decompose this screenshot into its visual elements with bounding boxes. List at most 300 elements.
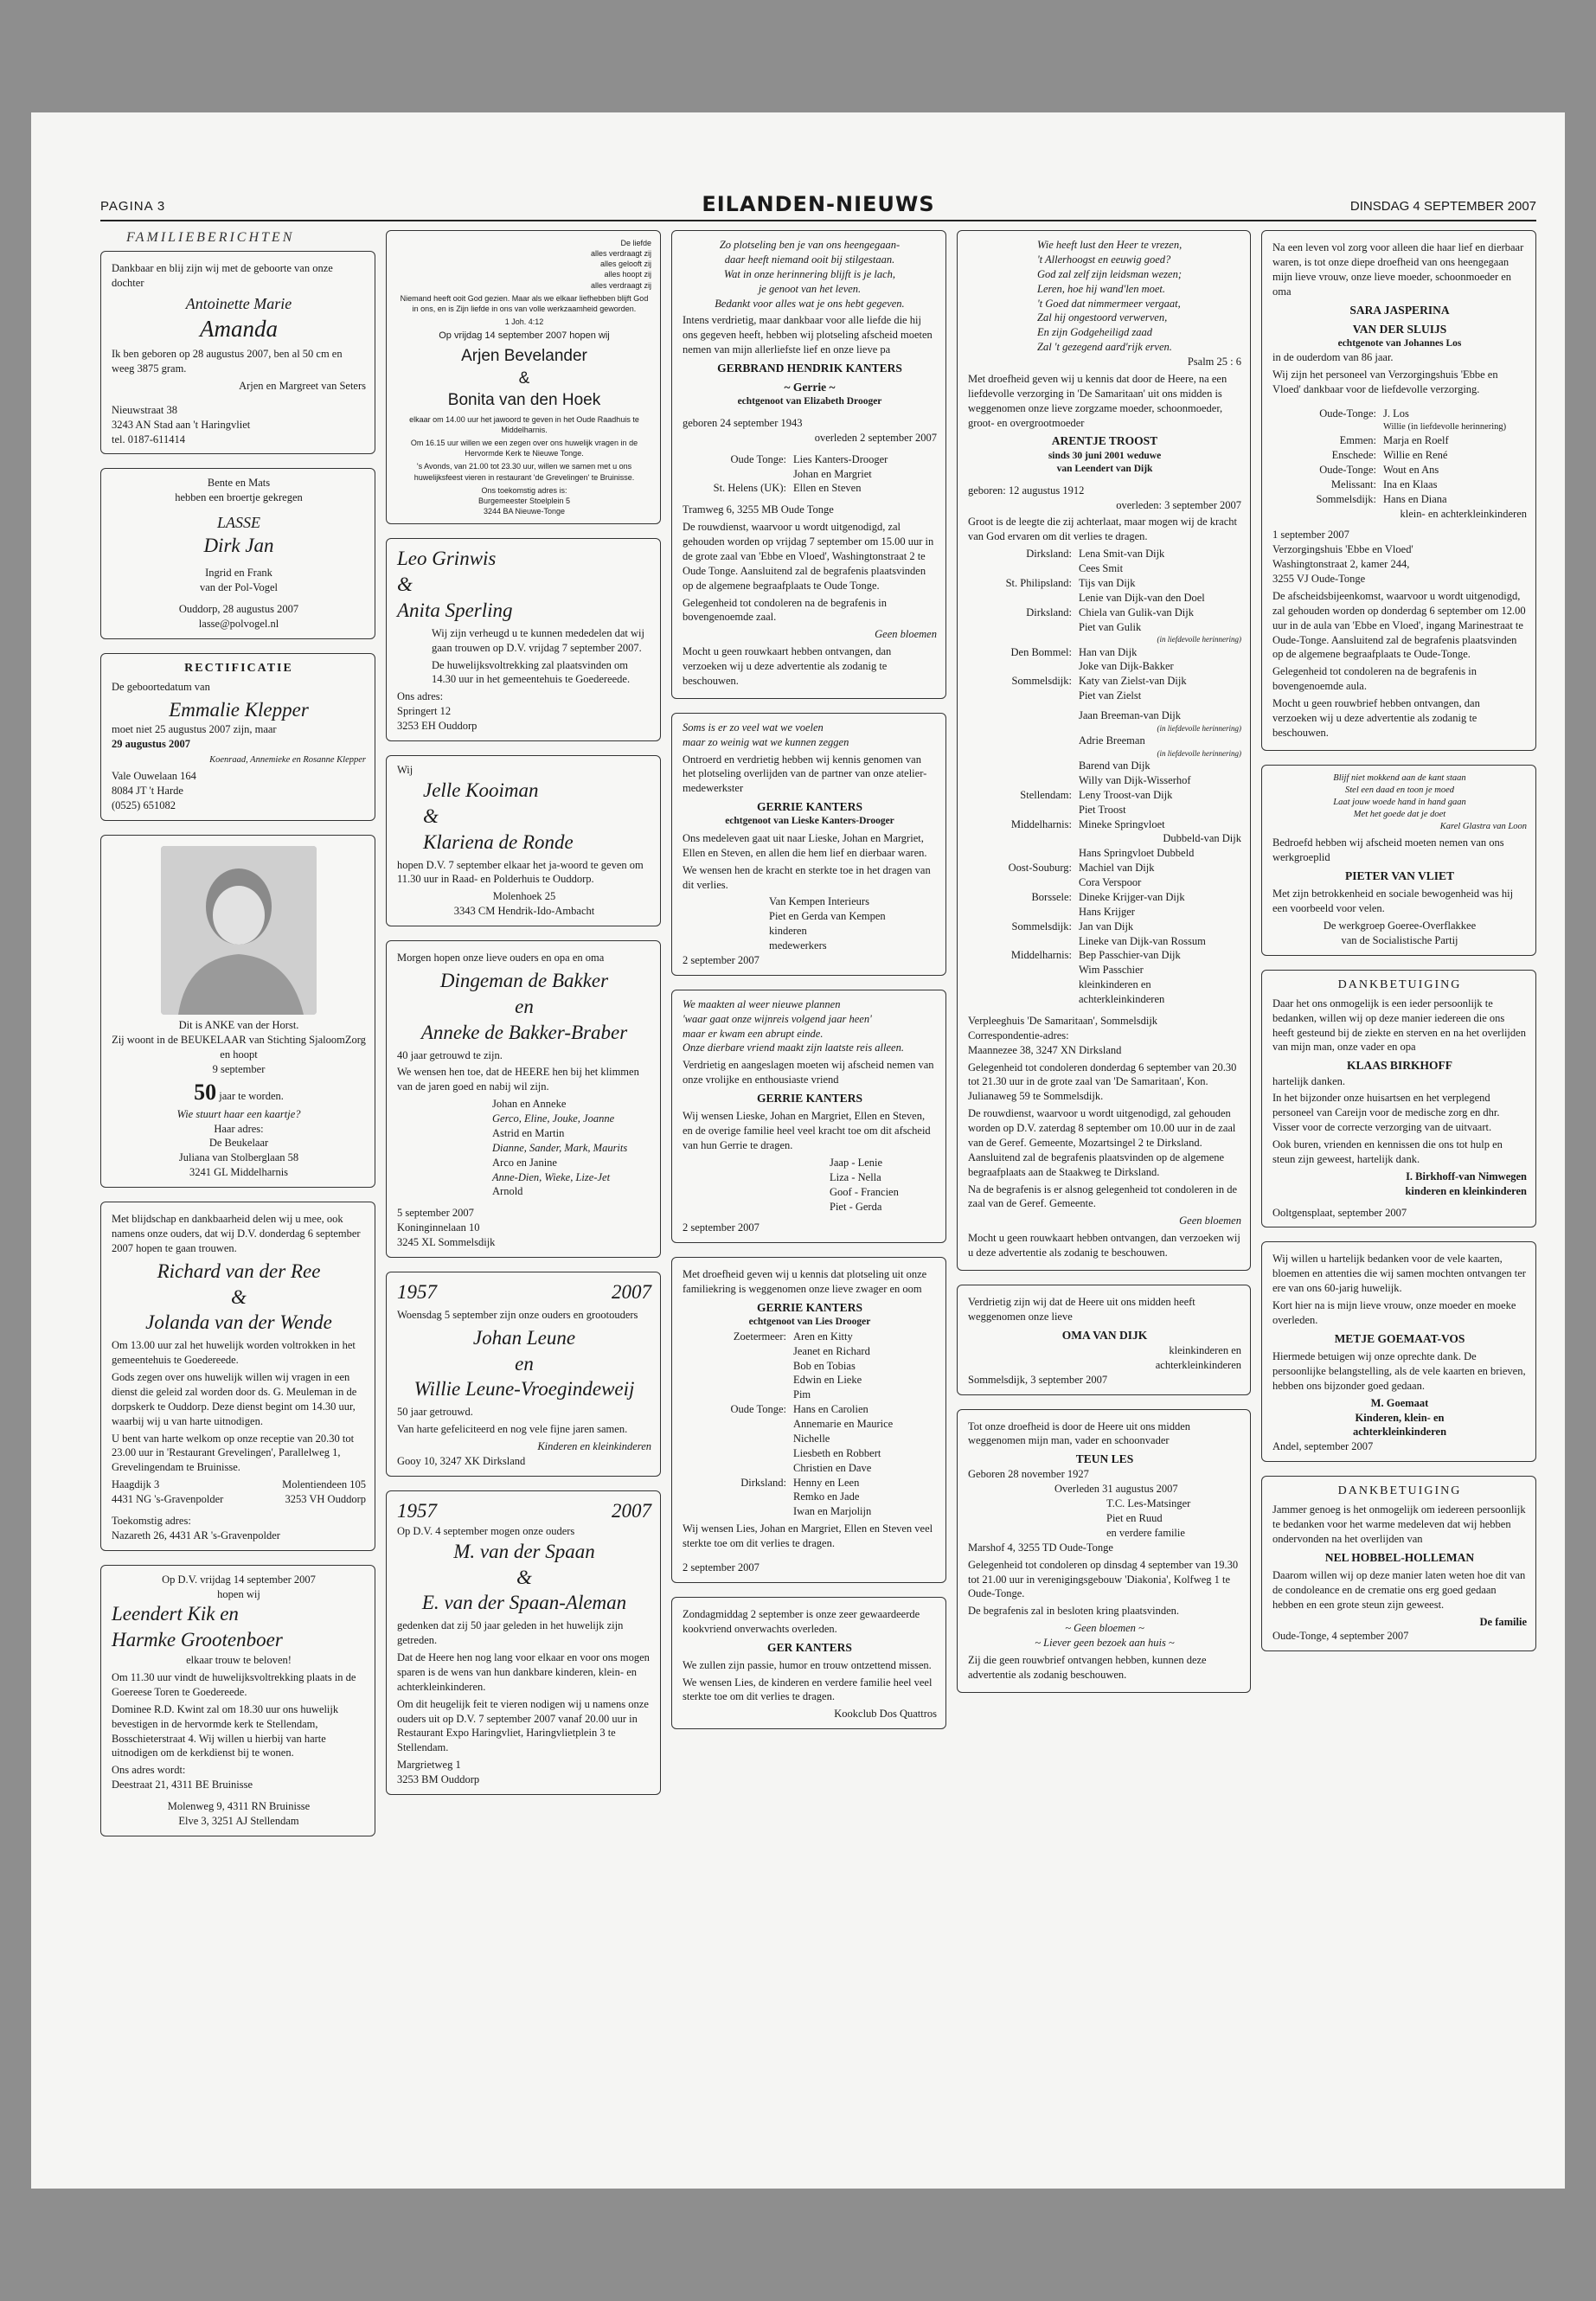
- date-line: Andel, september 2007: [1272, 1440, 1374, 1453]
- notice-text: Zij woont in de BEUKELAAR van Stichting SjaloomZorg en hoopt: [112, 1033, 366, 1061]
- poem-line: God zal zelf zijn leidsman wezen;: [1037, 267, 1183, 280]
- family-line: Edwin en Lieke: [793, 1374, 862, 1387]
- born-line: Geboren 28 november 1927: [968, 1468, 1089, 1481]
- poem-line: En zijn Godgeheiligd zaad: [1037, 326, 1152, 339]
- address-line: 3253 VH Ouddorp: [285, 1493, 366, 1506]
- family-line: Aren en Kitty: [793, 1330, 853, 1343]
- notice-text: Mocht u geen rouwbrief hebben ontvangen, dan verzoeken wij u deze advertentie als zodanig te beschouwen.: [1272, 697, 1480, 739]
- address-line: Gooy 10, 3247 XK Dirksland: [397, 1454, 526, 1467]
- notice-text: Tot onze droefheid is door de Heere uit ons midden weggenomen mijn man, vader en schoonvader: [968, 1420, 1191, 1447]
- notice-text: Intens verdrietig, maar dankbaar voor alle liefde die hij ons gegeven heeft, hebben wij plotseling afscheid moeten nemen van mijn allerliefste lief en onze lieve pa: [683, 314, 933, 356]
- address-line: De Beukelaar: [208, 1137, 269, 1150]
- address-heading: Ons toekomstig adres is:: [481, 485, 567, 495]
- family-line: Chiela van Gulik-van Dijk: [1079, 606, 1194, 619]
- address-line: Nieuwstraat 38: [112, 403, 178, 416]
- death-notice-oma-van-dijk: [957, 1285, 1251, 1395]
- signature: Liza - Nella: [830, 1170, 881, 1183]
- notice-text: hartelijk danken.: [1272, 1074, 1345, 1087]
- person-name: Willie Leune-Vroegindeweij: [413, 1378, 635, 1400]
- signature: achterkleinkinderen: [1155, 1358, 1241, 1371]
- child-name: Dirk Jan: [203, 535, 274, 557]
- question: Wie stuurt haar een kaartje?: [176, 1107, 301, 1120]
- notice-text: Wij wensen Lieske, Johan en Margriet, Ellen en Steven, en de overige familie heel veel kracht toe om dit afscheid van hun Gerrie te dragen.: [683, 1110, 931, 1152]
- family-line: Annemarie en Maurice: [793, 1418, 894, 1431]
- notice-text: Zondagmiddag 2 september is onze zeer gewaardeerde kookvriend onverwachts overleden.: [683, 1607, 920, 1635]
- column-4: [957, 230, 1251, 1707]
- wedding-notice-richard: [100, 1202, 375, 1551]
- signature: Kookclub Dos Quattros: [834, 1708, 937, 1721]
- family-line: Marja en Roelf: [1383, 434, 1449, 447]
- notice-text: Wij willen u hartelijk bedanken voor de vele kaarten, bloemen en attenties die wij samen mochten ontvangen ter ere van ons 60-jarig huwelijk.: [1272, 1253, 1526, 1295]
- birth-notice-amanda: [100, 251, 375, 454]
- notice-text: Dat de Heere hen nog lang voor elkaar en voor ons mogen sparen is de wens van hun dankbare kinderen, klein- en achterkleinkinderen.: [397, 1651, 650, 1693]
- address-line: Molenhoek 25: [492, 890, 556, 903]
- family-line: Katy van Zielst-van Dijk: [1079, 675, 1187, 688]
- family-line: Nichelle: [793, 1432, 830, 1445]
- address-line: Washingtonstraat 2, kamer 244,: [1272, 558, 1410, 571]
- notice-text: Met blijdschap en dankbaarheid delen wij u mee, ook namens onze ouders, dat wij D.V. donderdag 6 september 2007 hopen te gaan trouwen.: [112, 1213, 361, 1254]
- address-heading: Haar adres:: [214, 1122, 264, 1135]
- death-notice-teun-les: [957, 1409, 1251, 1693]
- parents: Ingrid en Frank: [205, 567, 272, 580]
- person-name: Klariena de Ronde: [423, 830, 574, 853]
- family-line: Lena Smit-van Dijk: [1079, 548, 1165, 561]
- person-name: Anita Sperling: [397, 599, 513, 621]
- place: Enschede:: [1331, 449, 1376, 461]
- notice-text: gedenken dat zij 50 jaar geleden in het huwelijk zijn getreden.: [397, 1619, 624, 1647]
- address-heading: Ons adres:: [397, 690, 444, 703]
- death-notice-family-in-law: [671, 1257, 946, 1582]
- notice-text: Gelegenheid tot condoleren donderdag 6 september van 20.30 tot 21.30 uur in de grote zaal van 'De Samaritaan', Kon. Julianaweg 59 te Sommelsdijk.: [968, 1061, 1237, 1103]
- notice-text: Dit is ANKE van der Horst.: [178, 1019, 299, 1032]
- notice-text: De huwelijksvoltrekking zal plaatsvinden om 14.30 uur in het gemeentehuis te Goedereede.: [432, 658, 631, 686]
- signature: Koenraad, Annemieke en Rosanne Klepper: [209, 755, 366, 766]
- poem: [683, 238, 937, 311]
- notice-text: Na de begrafenis is er alsnog gelegenheid tot condoleren in de zaal van de Geref. Gemeente.: [968, 1183, 1237, 1210]
- notice-text: Dominee R.D. Kwint zal om 18.30 uur ons huwelijk bevestigen in de hervormde kerk te Stellendam, Bosschieterstraat 4. Wij willen u hierbij van harte uitnodigen om de kerkdienst bij te wonen.: [112, 1702, 339, 1759]
- notice-text: Wij: [397, 763, 413, 776]
- person-name: Jolanda van der Wende: [145, 1311, 332, 1334]
- page-header: [100, 192, 1536, 221]
- address-line: Verzorgingshuis 'Ebbe en Vloed': [1272, 543, 1413, 556]
- date-line: 2 september 2007: [683, 1561, 760, 1574]
- family-line: Dubbeld-van Dijk: [1163, 832, 1241, 845]
- family-line: Christien en Dave: [793, 1461, 872, 1474]
- birthday-notice-anke: [100, 835, 375, 1188]
- child-name: Antoinette Marie: [185, 294, 292, 312]
- place: Sommelsdijk:: [1011, 920, 1072, 933]
- deceased-name: VAN DER SLUIJS: [1352, 322, 1447, 336]
- person-name: Leo Grinwis: [397, 548, 497, 570]
- notice-text: De rouwdienst, waarvoor u wordt uitgenodigd, zal gehouden worden op D.V. zaterdag 8 september om 10.00 uur in de zaal van de Geref. Gemeente, Mozartsingel 2 te Dirksland. Aansluitend zal de begrafenis plaatsvinden op de algemene begraafplaats aan de Staakweg te Dirksland.: [968, 1107, 1236, 1178]
- family-line: Liesbeth en Robbert: [793, 1446, 881, 1459]
- signature: Kinderen en kleinkinderen: [537, 1440, 651, 1453]
- notice-text: Verdrietig zijn wij dat de Heere uit ons midden heeft weggenomen onze lieve: [968, 1295, 1195, 1323]
- place-date: Ouddorp, 28 augustus 2007: [178, 603, 299, 616]
- signature: van de Socialistische Partij: [1341, 934, 1458, 947]
- verse-ref: Psalm 25 : 6: [1187, 356, 1241, 368]
- notice-title: DANKBETUIGING: [1337, 1484, 1462, 1498]
- notice-text: Jammer genoeg is het onmogelijk om iedereen persoonlijk te bedanken voor het warme medeleven dat wij hebben ondervonden na het overlijden van: [1272, 1503, 1526, 1545]
- signature: kleinkinderen en: [1169, 1343, 1241, 1356]
- year: 1957: [397, 1280, 437, 1303]
- notice-text: We wensen hen de kracht en sterkte toe in het dragen van dit verlies.: [683, 863, 931, 891]
- thanks-notice-hobbel: [1261, 1476, 1536, 1651]
- died-line: overleden 2 september 2007: [814, 431, 937, 444]
- family-line: Piet van Gulik: [1079, 620, 1142, 633]
- born-line: geboren 24 september 1943: [683, 416, 803, 429]
- poem-line: Leren, hoe hij wand'len moet.: [1037, 282, 1166, 295]
- deceased-name: PIETER VAN VLIET: [1344, 869, 1455, 883]
- family-line: Dianne, Sander, Mark, Maurits: [492, 1141, 628, 1154]
- age-line: in de ouderdom van 86 jaar.: [1272, 351, 1394, 364]
- notice-text: Zij die geen rouwbrief ontvangen hebben, kunnen deze advertentie als zodanig beschouwen.: [968, 1653, 1207, 1681]
- notice-text: Bedroefd hebben wij afscheid moeten nemen van ons werkgroeplid: [1272, 836, 1504, 864]
- phone: (0525) 651082: [112, 799, 176, 812]
- death-notice-sara-van-der-sluijs: [1261, 230, 1536, 751]
- place: Den Bommel:: [1010, 645, 1072, 658]
- place: St. Helens (UK):: [713, 482, 786, 495]
- verse-ref: 1 Joh. 4:12: [504, 317, 544, 326]
- sub-line: sinds 30 juni 2001 weduwe: [1048, 450, 1162, 461]
- family-line: Arnold: [492, 1185, 523, 1198]
- poem-line: Zal 't gezegend aard'rijk erven.: [1037, 341, 1172, 354]
- notice-text: Met droefheid geven wij u kennis dat door de Heere, na een liefdevolle verzorging in 'De Samaritaan' uit ons midden is weggenomen onze lieve zorgzame moeder, schoonmoeder, groot- en overgrootmoeder: [968, 372, 1227, 429]
- family-line: Ellen en Steven: [793, 482, 862, 495]
- notice-text: elkaar om 14.00 uur het jawoord te geven in het Oude Raadhuis te Middelharnis.: [409, 414, 639, 435]
- anniversary-notice-bakker: [386, 940, 661, 1258]
- child-name: LASSE: [216, 514, 260, 532]
- column-5: [1261, 230, 1536, 1665]
- notice-text: We wensen hen toe, dat de HEERE hen bij het klimmen van de jaren goed en nabij wil zijn.: [397, 1066, 639, 1093]
- family-line: Jeanet en Richard: [793, 1344, 870, 1357]
- issue-date: DINSDAG 4 SEPTEMBER 2007: [1349, 199, 1536, 214]
- place: Oude Tonge:: [730, 452, 786, 465]
- poem-line: Met het goede dat je doet: [1353, 810, 1446, 820]
- notice-text: De geboortedatum van: [112, 680, 210, 693]
- address-line: 3241 GL Middelharnis: [189, 1166, 289, 1179]
- signature: I. Birkhoff-van Nimwegen: [1406, 1170, 1527, 1183]
- place: Borssele:: [1031, 890, 1072, 903]
- address-line: Burgemeester Stoelplein 5: [478, 496, 571, 505]
- birth-notice-lasse: [100, 468, 375, 638]
- place: Oude-Tonge:: [1319, 463, 1376, 476]
- notice-text: Om 13.00 uur zal het huwelijk worden voltrokken in het gemeentehuis te Goedereede.: [112, 1339, 356, 1367]
- page-number: PAGINA 3: [100, 199, 166, 214]
- signature: T.C. Les-Matsinger: [1106, 1497, 1191, 1510]
- verse-line: De liefde: [620, 239, 651, 247]
- address-line: Molentiendeen 105: [282, 1478, 366, 1491]
- family-line: Jan van Dijk: [1079, 920, 1134, 933]
- notice-text: Gelegenheid tot condoleren na de begrafenis in bovengenoemde aula.: [1272, 665, 1477, 693]
- notice-text: Verdrietig en aangeslagen moeten wij afscheid nemen van onze vrolijke en enthousiaste vriend: [683, 1059, 934, 1086]
- family-line: Tijs van Dijk: [1079, 576, 1136, 589]
- family-line: Hans Krijger: [1079, 905, 1135, 918]
- notice-text: moet niet 25 augustus 2007 zijn, maar: [112, 723, 277, 736]
- address-line: Nazareth 26, 4431 AR 's-Gravenpolder: [112, 1529, 280, 1541]
- family-line: kleinkinderen en: [1079, 978, 1151, 991]
- notice-text: hopen wij: [217, 1587, 260, 1600]
- verse-line: alles verdraagt zij: [590, 280, 651, 290]
- notice-text: Met droefheid geven wij u kennis dat plotseling uit onze familiekring is weggenomen onze lieve zwager en oom: [683, 1268, 927, 1296]
- memory-note: (in liefdevolle herinnering): [1157, 723, 1241, 733]
- notice-text: Gelegenheid tot condoleren op dinsdag 4 september van 19.30 tot 21.00 uur in verenigingsgebouw 'Diakonia', Kolfweg 1 te Oude-Tonge.: [968, 1558, 1239, 1600]
- notice-text: Om 16.15 uur willen we een zegen over ons huwelijk vragen in de Hervormde Kerk te Nieuwe Tonge.: [410, 439, 638, 458]
- family-line: Bob en Tobias: [793, 1359, 856, 1372]
- family-line: Barend van Dijk: [1079, 760, 1151, 772]
- family-line: Willie (in liefdevolle herinnering): [1383, 421, 1507, 432]
- spouse-line: echtgenoot van Lies Drooger: [748, 1317, 871, 1328]
- address-heading: Ons adres wordt:: [112, 1764, 186, 1777]
- signature: Van Kempen Interieurs: [769, 895, 869, 908]
- notice-text: Bente en Mats: [207, 477, 271, 490]
- notice-text: Wij wensen Lies, Johan en Margriet, Ellen en Steven veel sterkte toe om dit verlies te dragen.: [683, 1522, 933, 1550]
- poem-line: 'waar gaat onze wijnreis volgend jaar heen': [683, 1012, 872, 1025]
- deceased-name: KLAAS BIRKHOFF: [1347, 1059, 1452, 1073]
- rectification-notice: [100, 653, 375, 821]
- family-line: Iwan en Marjolijn: [793, 1505, 872, 1518]
- notice-title: RECTIFICATIE: [184, 661, 293, 675]
- notice-text: jaar te worden.: [219, 1089, 284, 1102]
- family-line: Adrie Breeman: [1079, 734, 1145, 747]
- no-flowers: ~ Geen bloemen ~: [1065, 1622, 1144, 1635]
- notice-text: Wij zijn verheugd u te kunnen mededelen dat wij gaan trouwen op D.V. vrijdag 7 september 2007.: [432, 626, 644, 654]
- notice-text: In het bijzonder onze huisartsen en het verplegend personeel van Careijn voor de medische zorg en dhr. Visser voor de correcte verzorging van de uitvaart.: [1272, 1092, 1500, 1134]
- year: 2007: [612, 1499, 651, 1522]
- notice-text: Daarom willen wij op deze manier laten weten hoe dit van de condoleance en de crematie ons erg goed gedaan hebben en een grote steun zijn geweest.: [1272, 1568, 1526, 1611]
- person-name: Harmke Grootenboer: [112, 1629, 283, 1651]
- spouse-line: echtgenoot van Lieske Kanters-Drooger: [725, 816, 894, 827]
- poem-line: Blijf niet mokkend aan de kant staan: [1333, 772, 1466, 783]
- address-line: Deestraat 21, 4311 BE Bruinisse: [112, 1779, 253, 1791]
- deceased-name: GERRIE KANTERS: [757, 1092, 862, 1106]
- ampersand: &: [231, 1285, 247, 1308]
- place: Middelharnis:: [1010, 817, 1072, 830]
- place: Oude-Tonge:: [1319, 407, 1376, 420]
- notice-text: 50 jaar getrouwd.: [397, 1406, 473, 1419]
- person-name: E. van der Spaan-Aleman: [421, 1592, 627, 1614]
- family-line: Ina en Klaas: [1383, 478, 1438, 490]
- address-heading: Toekomstig adres:: [112, 1514, 191, 1527]
- signature: Kinderen, klein- en: [1355, 1411, 1445, 1424]
- notice-text: Om 11.30 uur vindt de huwelijksvoltrekking plaats in de Goereese Toren te Goedereede.: [112, 1671, 356, 1698]
- person-name: Bonita van den Hoek: [447, 391, 601, 410]
- person-name: Leendert Kik en: [112, 1603, 239, 1625]
- parents: van der Pol-Vogel: [199, 581, 279, 594]
- family-line: klein- en achterkleinkinderen: [1400, 507, 1527, 520]
- address-line: Springert 12: [397, 705, 452, 718]
- address-line: 3244 BA Nieuwe-Tonge: [483, 507, 566, 516]
- family-line: Willy van Dijk-Wisserhof: [1079, 773, 1191, 786]
- notice-text: hopen D.V. 7 september elkaar het ja-woord te geven om 11.30 uur in Raad- en Polderhuis te Ouddorp.: [397, 858, 644, 886]
- signature: achterkleinkinderen: [1352, 1426, 1447, 1439]
- phone: tel. 0187-611414: [112, 433, 185, 445]
- notice-text: Op D.V. vrijdag 14 september 2007: [162, 1573, 316, 1586]
- poem-line: maar er kwam een abrupt einde.: [683, 1027, 824, 1040]
- signature: De werkgroep Goeree-Overflakkee: [1323, 920, 1477, 933]
- ampersand: &: [518, 369, 530, 388]
- parents: Arjen en Margreet van Seters: [239, 379, 366, 392]
- anniversary-notice-leune: [386, 1272, 661, 1477]
- place: Stellendam:: [1020, 788, 1072, 801]
- signature: medewerkers: [769, 939, 827, 952]
- child-name: Amanda: [200, 316, 278, 343]
- deceased-name: METJE GOEMAAT-VOS: [1334, 1331, 1465, 1345]
- place: Sommelsdijk:: [1316, 492, 1376, 505]
- signature: Jaap - Lenie: [830, 1156, 883, 1169]
- address-line: Juliana van Stolberglaan 58: [178, 1151, 299, 1164]
- signature: en verdere familie: [1106, 1526, 1185, 1539]
- signature: Goof - Francien: [830, 1185, 899, 1198]
- notice-text: hebben een broertje gekregen: [175, 491, 303, 504]
- address-line: 3253 EH Ouddorp: [397, 720, 478, 733]
- deceased-name: GER KANTERS: [767, 1640, 852, 1654]
- death-notice-kanters-family: [671, 230, 946, 699]
- notice-text: elkaar trouw te beloven!: [186, 1654, 292, 1667]
- notice-text: 's Avonds, van 21.00 tot 23.30 uur, willen we samen met u ons huwelijksfeest vieren in restaurant 'de Grevelingen' te Bruinisse.: [413, 462, 635, 482]
- notice-text: Kort hier na is mijn lieve vrouw, onze moeder en moeke overleden.: [1272, 1299, 1516, 1326]
- address-line: Maannezee 38, 3247 XN Dirksland: [968, 1043, 1122, 1056]
- column-3: [671, 230, 946, 1743]
- family-line: Wim Passchier: [1079, 964, 1144, 977]
- signature: kinderen en kleinkinderen: [1405, 1184, 1527, 1197]
- notice-text: Op vrijdag 14 september 2007 hopen wij: [439, 330, 610, 342]
- place: Dirksland:: [1026, 548, 1072, 561]
- address-line: Haagdijk 3: [112, 1478, 160, 1491]
- family-line: Gerco, Eline, Jouke, Joanne: [492, 1112, 615, 1125]
- poem-line: Laat jouw woede hand in hand gaan: [1333, 797, 1466, 807]
- date-line: 5 september 2007: [397, 1207, 474, 1220]
- section-title: FAMILIEBERICHTEN: [126, 230, 295, 245]
- death-notice-friends: [671, 990, 946, 1243]
- family-line: Arco en Janine: [492, 1156, 557, 1169]
- notice-text: U bent van harte welkom op onze receptie van 20.30 tot 23.00 uur in 'Restaurant Grevelingen', Parallelweg 1, Grevelingendam te Bruinisse.: [112, 1432, 355, 1474]
- address-line: Elve 3, 3251 AJ Stellendam: [178, 1814, 299, 1827]
- spouse-line: echtgenote van Johannes Los: [1337, 337, 1462, 349]
- poem-line: Soms is er zo veel wat we voelen: [683, 721, 824, 734]
- family-line: Mineke Springvloet: [1079, 817, 1165, 830]
- notice-text: Morgen hopen onze lieve ouders en opa en oma: [397, 952, 605, 964]
- signature: Piet - Gerda: [830, 1200, 882, 1213]
- place: Dirksland:: [740, 1476, 786, 1489]
- date-line: 1 september 2007: [1272, 529, 1349, 542]
- address-line: Verpleeghuis 'De Samaritaan', Sommelsdijk: [968, 1014, 1158, 1027]
- notice-title: DANKBETUIGING: [1337, 977, 1462, 991]
- signature: kinderen: [769, 925, 807, 938]
- place: Middelharnis:: [1010, 949, 1072, 962]
- date-line: Ooltgensplaat, september 2007: [1272, 1206, 1407, 1219]
- notice-text: Ontroerd en verdrietig hebben wij kennis genomen van het plotseling overlijden van de partner van onze atelier-medewerkster: [683, 753, 927, 795]
- address-line: Margrietweg 1: [397, 1759, 461, 1772]
- address-line: 8084 JT 't Harde: [112, 785, 183, 798]
- family-line: Piet van Zielst: [1079, 689, 1142, 702]
- poem-line: Stel een daad en toon je moed: [1345, 785, 1454, 795]
- sub-line: van Leendert van Dijk: [1056, 464, 1153, 475]
- notice-text: Na een leven vol zorg voor alleen die haar lief en dierbaar waren, is tot onze diepe droefheid van ons heengegaan mijn lieve vrouw, onze lieve moeder, schoonmoeder en oma: [1272, 241, 1524, 298]
- notice-text: De rouwdienst, waarvoor u wordt uitgenodigd, zal gehouden worden op vrijdag 7 september om 15.00 uur in de grote zaal van 'Ebbe en Vloed', Washingtonstraat 2 te Oude Tonge. Aansluitend zal de begrafenis plaatsvinden op de algemene begraafplaats te Oude Tonge.: [683, 521, 934, 592]
- death-notice-kookclub: [671, 1597, 946, 1729]
- thanks-notice-birkhoff: [1261, 970, 1536, 1227]
- poem-line: Zo plotseling ben je van ons heengegaan-: [719, 239, 901, 251]
- notice-text: We wensen Lies, de kinderen en verdere familie heel veel sterkte toe om dit verlies te dragen.: [683, 1676, 933, 1703]
- death-notice-vankempen: [671, 713, 946, 976]
- age-number: 50: [194, 1079, 217, 1105]
- signature: M. Goemaat: [1370, 1396, 1429, 1409]
- address-line: Molenweg 9, 4311 RN Bruinisse: [167, 1800, 311, 1813]
- family-line: achterkleinkinderen: [1079, 993, 1165, 1006]
- column-2: [386, 230, 661, 1809]
- newspaper-page: [31, 112, 1565, 2189]
- poem-line: Onze dierbare vriend maakt zijn laatste reis alleen.: [683, 1042, 904, 1054]
- no-visit: ~ Liever geen bezoek aan huis ~: [1035, 1637, 1175, 1650]
- notice-text: Op D.V. 4 september mogen onze ouders: [397, 1524, 575, 1537]
- date-line: 2 september 2007: [683, 1221, 760, 1234]
- address-line: 3343 CM Hendrik-Ido-Ambacht: [453, 905, 595, 918]
- address-line: Koninginnelaan 10: [397, 1221, 480, 1234]
- notice-text: Om dit heugelijk feit te vieren nodigen wij u namens onze ouders uit op D.V. 7 september 2007 vanaf 20.00 uur in Restaurant Expo Haringvliet, Haringvlietplein 3 te Stellendam.: [397, 1697, 649, 1754]
- poem-line: Bedankt voor alles wat je ons hebt gegeven.: [715, 297, 905, 310]
- poem-line: 't Allerhoogst en eeuwig goed?: [1037, 253, 1171, 266]
- year: 2007: [612, 1280, 651, 1303]
- date-line: Sommelsdijk, 3 september 2007: [968, 1373, 1108, 1386]
- address-heading: Correspondentie-adres:: [968, 1029, 1069, 1042]
- family-line: Henny en Leen: [793, 1476, 860, 1489]
- family-line: Johan en Anneke: [492, 1098, 567, 1111]
- poem-line: Zal hij ongestoord verwerven,: [1037, 311, 1168, 324]
- signature: Piet en Gerda van Kempen: [769, 910, 886, 923]
- address-line: 3253 BM Ouddorp: [397, 1773, 480, 1786]
- masthead: EILANDEN-NIEUWS: [702, 192, 935, 216]
- notice-text: Ons medeleven gaat uit naar Lieske, Johan en Margriet, Ellen en Steven, en allen die hem lief en dierbaar waren.: [683, 831, 927, 859]
- place: Zoetermeer:: [733, 1330, 786, 1343]
- deceased-name: GERRIE KANTERS: [757, 800, 862, 814]
- wedding-notice-arjen: [386, 230, 661, 524]
- notice-text: 9 september: [212, 1062, 266, 1075]
- poem-line: daar heeft niemand ooit bij stilgestaan.: [724, 253, 895, 266]
- notice-text: Mocht u geen rouwkaart hebben ontvangen, dan verzoeken wij u deze advertentie als zodanig te beschouwen.: [683, 645, 892, 687]
- notice-text: De begrafenis zal in besloten kring plaatsvinden.: [968, 1605, 1180, 1618]
- notice-text: Dankbaar en blij zijn wij met de geboorte van onze dochter: [112, 262, 333, 289]
- notice-text: Wij zijn het personeel van Verzorgingshuis 'Ebbe en Vloed' dankbaar voor de liefdevolle verzorging.: [1272, 369, 1498, 396]
- ampersand: &: [516, 1566, 532, 1588]
- notice-text: Mocht u geen rouwkaart hebben ontvangen, dan verzoeken wij u deze advertentie als zodanig te beschouwen.: [968, 1232, 1240, 1259]
- anniversary-notice-spaan: [386, 1490, 661, 1795]
- family-line: Hans en Diana: [1383, 492, 1447, 505]
- address-line: 4431 NG 's-Gravenpolder: [112, 1493, 224, 1506]
- year: 1957: [397, 1499, 437, 1522]
- family-line: Leny Troost-van Dijk: [1079, 788, 1173, 801]
- address-line: 3243 AN Stad aan 't Haringvliet: [112, 418, 251, 431]
- person-name: M. van der Spaan: [453, 1540, 595, 1562]
- deceased-name: SARA JASPERINA: [1349, 303, 1450, 317]
- poem: [1272, 772, 1527, 834]
- wedding-notice-jelle: [386, 755, 661, 926]
- family-line: Wout en Ans: [1383, 463, 1439, 476]
- person-name: Johan Leune: [472, 1326, 576, 1349]
- address-line: Tramweg 6, 3255 MB Oude Tonge: [683, 503, 834, 516]
- conjunction: en: [515, 995, 534, 1017]
- notice-text: 40 jaar getrouwd te zijn.: [397, 1048, 503, 1061]
- ampersand: &: [397, 574, 413, 596]
- place: Oude Tonge:: [730, 1403, 786, 1416]
- family-line: Joke van Dijk-Bakker: [1079, 660, 1174, 673]
- portrait-photo: [161, 846, 317, 1015]
- family-line: Lies Kanters-Drooger: [793, 452, 888, 465]
- notice-text: Gods zegen over ons huwelijk willen wij vragen in een dienst die geleid zal worden door ds. G. Meuleman in de dorpskerk te Ouddorp. Deze dienst begint om 14.30 uur, waarbij wij u van harte uitnodigen.: [112, 1371, 357, 1427]
- address-line: Vale Ouwelaan 164: [112, 770, 196, 783]
- no-flowers: Geen bloemen: [875, 628, 937, 641]
- place: Oost-Souburg:: [1008, 862, 1072, 875]
